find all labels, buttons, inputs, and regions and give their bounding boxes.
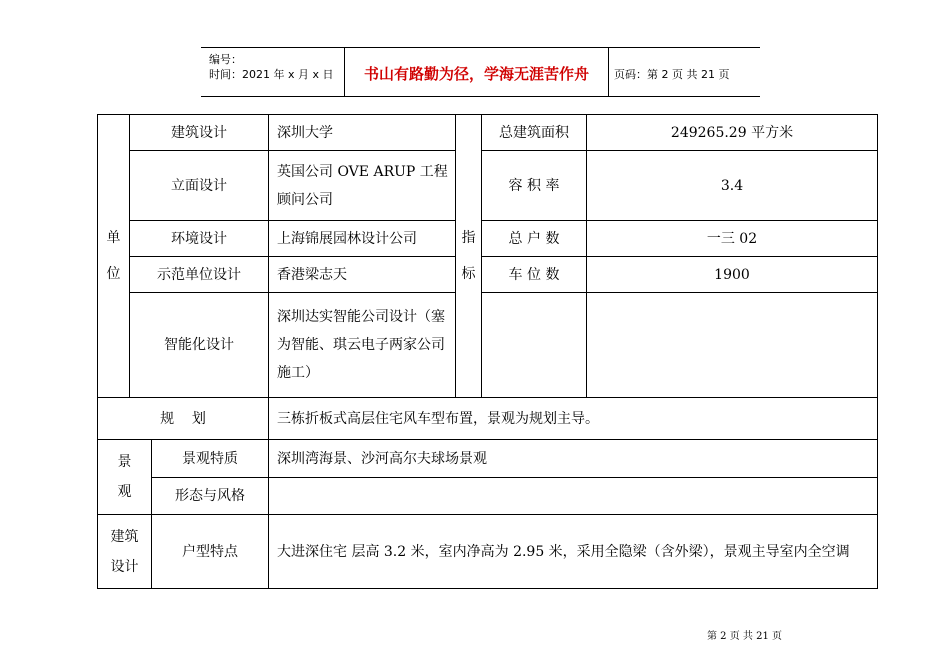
value-cell: 1900	[714, 266, 750, 283]
project-info-table	[97, 114, 878, 589]
role-cell: 环境设计	[171, 230, 227, 247]
planning-label: 规 划	[160, 410, 206, 427]
motto: 书山有路勤为径，学海无涯苦作舟	[363, 65, 589, 83]
org-cell: 香港梁志天	[277, 266, 347, 283]
building-section-label: 建筑 设计	[110, 528, 139, 575]
planning-text: 三栋折板式高层住宅风车型布置，景观为规划主导。	[277, 410, 599, 427]
landscape-feature-text: 深圳湾海景、沙河高尔夫球场景观	[277, 450, 487, 467]
value-cell	[587, 293, 877, 397]
value-cell: 249265.29 平方米	[670, 124, 794, 141]
landscape-feature-label: 景观特质	[182, 450, 238, 467]
metric-cell: 容 积 率	[508, 177, 560, 194]
page-header	[201, 47, 760, 97]
landscape-section-label: 景 观	[117, 454, 132, 500]
header-divider	[608, 48, 609, 96]
metric-cell	[482, 293, 586, 397]
value-cell: 3.4	[720, 177, 744, 194]
index-section-label: 指 标	[461, 230, 476, 282]
table-border	[97, 588, 878, 589]
org-cell: 深圳达实智能公司设计（塞为智能、琪云电子两家公司施工）	[277, 309, 445, 381]
page-footer: 第 2 页 共 21 页	[707, 631, 782, 642]
time-label: 时间：2021 年 x 月 x 日	[209, 68, 334, 81]
page-number-label: 页码：第 2 页 共 21 页	[614, 68, 730, 81]
serial-label: 编号：	[209, 53, 242, 66]
org-cell: 英国公司 OVE ARUP 工程顾问公司	[277, 163, 448, 208]
metric-cell: 总 户 数	[508, 230, 560, 247]
metric-cell: 车 位 数	[508, 266, 560, 283]
unit-section-label: 单 位	[106, 230, 121, 282]
table-border	[877, 114, 878, 589]
landscape-style-label: 形态与风格	[175, 488, 245, 504]
org-cell: 上海锦展园林设计公司	[277, 230, 417, 247]
unit-type-text: 大进深住宅 层高 3.2 米，室内净高为 2.95 米，采用全隐梁（含外梁），景观主导室内全空调	[277, 543, 850, 560]
role-cell: 智能化设计	[164, 337, 234, 353]
role-cell: 立面设计	[171, 177, 227, 194]
landscape-style-text	[269, 478, 877, 514]
value-cell: 一三 02	[706, 230, 758, 247]
metric-cell: 总建筑面积	[499, 124, 569, 141]
org-cell: 深圳大学	[277, 124, 333, 141]
unit-type-label: 户型特点	[182, 543, 238, 560]
role-cell: 示范单位设计	[157, 266, 241, 283]
role-cell: 建筑设计	[171, 124, 227, 141]
